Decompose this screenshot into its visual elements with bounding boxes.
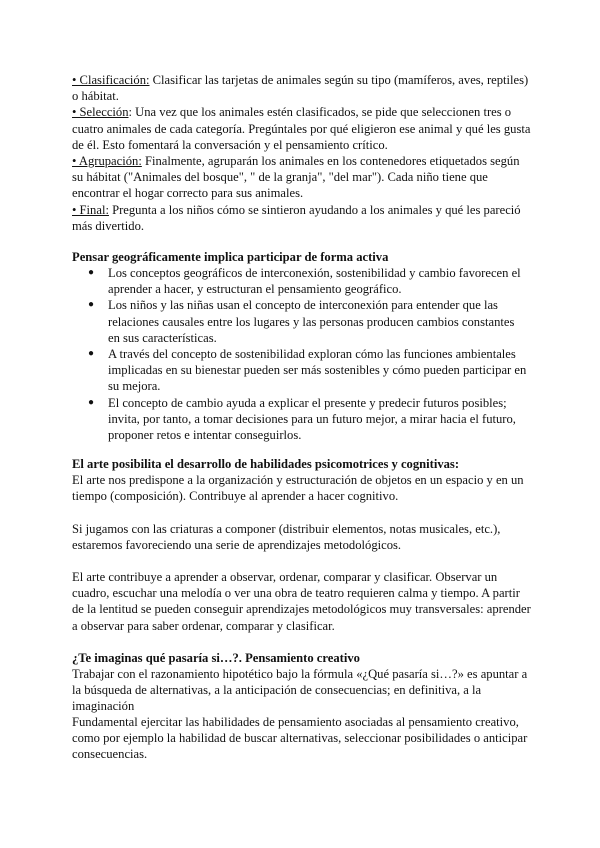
art-paragraph-1: El arte nos predispone a la organización y estructuración de objetos en un espacio y en un tiempo (composición). Contribuye al aprender a hacer cognitivo.	[72, 473, 524, 504]
step-text: Finalmente, agruparán los animales en los contenedores etiquetados según su hábitat ("Animales del bosque", " de la granja", "del mar"). Cada niño tiene que encontrar el hogar correcto para sus animales.	[72, 154, 520, 201]
step-label: • Selección	[72, 105, 129, 120]
activity-steps	[72, 72, 532, 234]
step-selection	[72, 104, 532, 153]
step-final	[72, 202, 532, 234]
step-label: • Agrupación:	[72, 154, 142, 169]
art-paragraph-2: Si jugamos con las criaturas a componer (distribuir elementos, notas musicales, etc.), estaremos favoreciendo una serie de aprendizajes metodológicos.	[72, 522, 501, 553]
step-label: • Final:	[72, 202, 109, 217]
step-text: : Una vez que los animales estén clasificados, se pide que seleccionen tres o cuatro animales de cada categoría. Pregúntales por qué eligieron ese animal y qué les gusta de él. Esto fomentará la conversación y el pensamiento crítico.	[72, 105, 531, 152]
list-item: ● Los niños y las niñas usan el concepto de interconexión para entender que las relaciones causales entre los lugares y las personas producen cambios constantes en sus características.	[88, 298, 515, 345]
list-item: ● El concepto de cambio ayuda a explicar el presente y predecir futuros posibles; invita, por tanto, a tomar decisiones para un futuro mejor, a mirar hacia el futuro, proponer retos e intentar conseguirlos.	[88, 395, 516, 443]
step-grouping	[72, 153, 532, 202]
step-label: • Clasificación:	[72, 73, 150, 87]
geo-bullet-list	[86, 265, 528, 443]
step-text: Clasificar las tarjetas de animales según su tipo (mamíferos, aves, reptiles) o hábitat.	[72, 73, 529, 104]
creative-paragraph-2: Fundamental ejercitar las habilidades de pensamiento asociadas al pensamiento creativo, como por ejemplo la habilidad de buscar alternativas, seleccionar posibilidades o anticipar consecuencias.	[72, 715, 528, 762]
art-paragraph-3: El arte contribuye a aprender a observar, ordenar, comparar y clasificar. Observar un cuadro, escuchar una melodía o ver una obra de teatro requieren calma y tiempo. A partir de la lentitud se pueden conseguir aprendizajes metodológicos muy transversales: aprender a observar para saber ordenar, comparar y clasificar.	[72, 570, 531, 633]
creative-heading: ¿Te imaginas qué pasaría si…?. Pensamiento creativo	[72, 651, 360, 665]
art-heading: El arte posibilita el desarrollo de habilidades psicomotrices y cognitivas:	[72, 457, 460, 471]
bullet-icon: ●	[88, 348, 95, 360]
list-item: ● Los conceptos geográficos de interconexión, sostenibilidad y cambio favorecen el aprender a hacer, y estructuran el pensamiento geográfico.	[88, 266, 521, 297]
step-classification	[72, 72, 532, 104]
creative-paragraph-1: Trabajar con el razonamiento hipotético bajo la fórmula «¿Qué pasaría si…?» es apuntar a la búsqueda de alternativas, a la anticipación de consecuencias; en definitiva, a la imaginación	[72, 667, 528, 714]
bullet-icon: ●	[88, 396, 95, 408]
list-item: ● A través del concepto de sostenibilidad exploran cómo las funciones ambientales implicadas en su bienestar pueden ser más sostenibles y cómo pueden participar en su mejora.	[88, 347, 527, 394]
geo-heading: Pensar geográficamente implica participar de forma activa	[72, 250, 389, 264]
step-text: Pregunta a los niños cómo se sintieron ayudando a los animales y qué les pareció más divertido.	[72, 202, 521, 233]
bullet-icon: ●	[88, 299, 95, 311]
bullet-icon: ●	[88, 267, 95, 278]
